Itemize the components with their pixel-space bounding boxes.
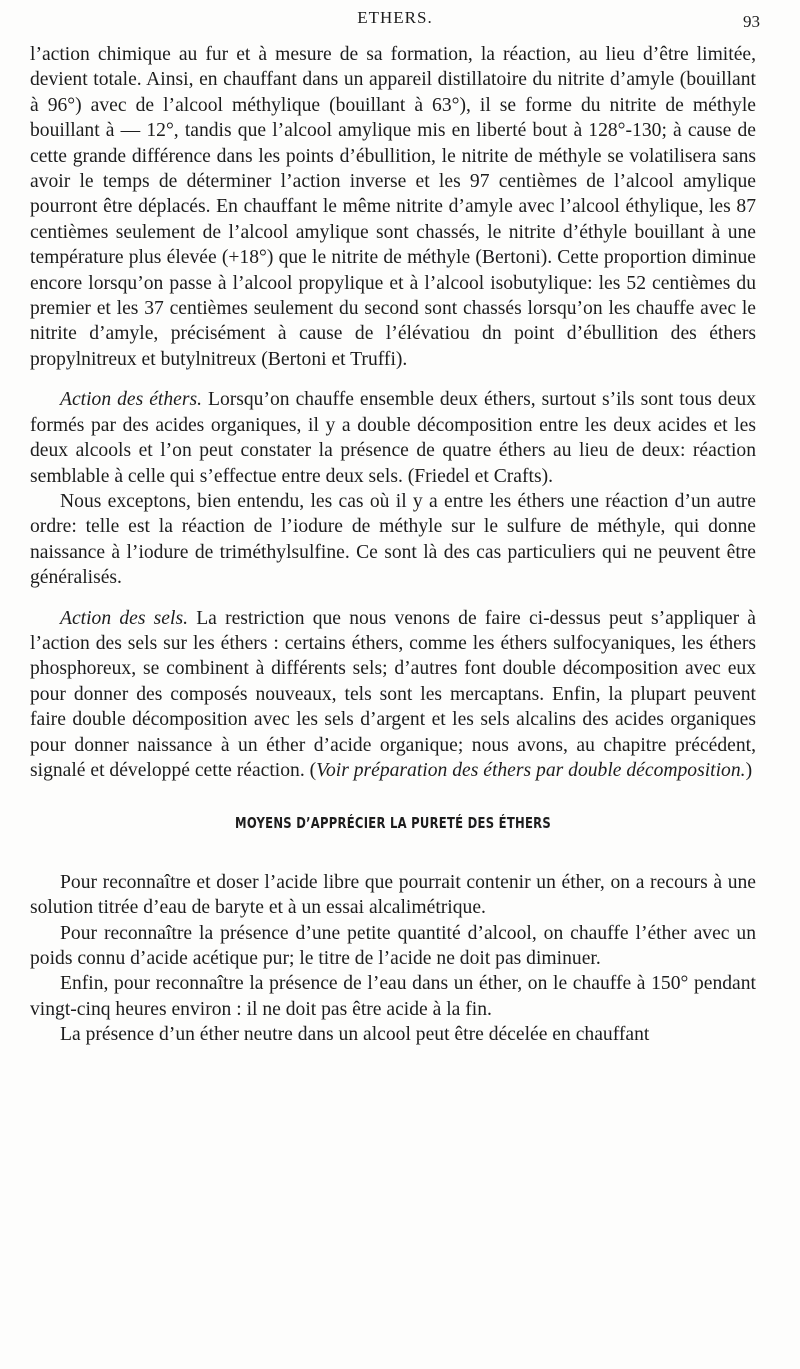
- paragraph-ether-neutre: [30, 1022, 756, 1047]
- paragraph-text: Enfin, pour reconnaître la présence de l’eau dans un éther, on le chauffe à 150° pendant vingt-cinq heures environ : il ne doit pas être acide à la fin.: [30, 973, 756, 1020]
- paragraph-text: Nous exceptons, bien entendu, les cas où il y a entre les éthers une réaction d’un autre ordre: telle est la réaction de l’iodure de méthyle sur le sulfure de méthyle, qui donne naissance à l’iodure de triméthylsulfine. Ce sont là des cas particuliers qui ne peuvent être généralisés.: [30, 490, 756, 589]
- paragraph-text: l’action chimique au fur et à mesure de sa formation, la réaction, au lieu d’être limitée, devient totale. Ainsi, en chauffant dans un appareil distillatoire du nitrite d’amyle (bouillant à 96°) avec de l’alcool méthylique (bouillant à 63°), il se forme du nitrite de méthyle bouillant à — 12°, tandis que l’alcool amylique mis en liberté bout à 128°-130; à cause de cette grande différence dans les points d’ébullition, le nitrite de méthyle se volatilisera sans avoir le temps de déterminer l’action inverse et les 97 centièmes de l’alcool amylique pourront être déplacés. En chauffant le même nitrite d’amyle avec l’alcool éthylique, les 87 centièmes seulement de l’alcool amylique sont chassés, le nitrite d’éthyle bouillant à une température plus élevée (+18°) que le nitrite de méthyle (Bertoni). Cette proportion diminue encore lorsqu’on passe à l’alcool propylique et à l’alcool isobutylique: les 52 centièmes du premier et les 37 centièmes seulement du second sont chassés lorsqu’on les chauffe avec le nitrite d’amyle, précisément à cause de l’élévatiou dn point d’ébullition des éthers propylnitreux et butylnitreux (Bertoni et Truffi).: [30, 44, 756, 370]
- section-heading: MOYENS D’APPRÉCIER LA PURETÉ DES ÉTHERS: [235, 814, 551, 833]
- paragraph-text: La présence d’un éther neutre dans un alcool peut être décelée en chauffant: [60, 1024, 650, 1046]
- paragraph-lead-in: Action des sels.: [60, 607, 188, 629]
- page-number: 93: [743, 12, 760, 31]
- paragraph-nitrite-reaction: [30, 42, 756, 372]
- paragraph-exceptions: [30, 489, 756, 591]
- paragraph-text: Pour reconnaître la présence d’une petite quantité d’alcool, on chauffe l’éther avec un poids connu d’acide acétique pur; le titre de l’acide ne doit pas diminuer.: [30, 922, 756, 969]
- body-text: [30, 42, 756, 1048]
- paragraph-text: Lorsqu’on chauffe ensemble deux éthers, surtout s’ils sont tous deux formés par des acides organiques, il y a double décomposition entre les deux acides et les deux alcools et l’on peut constater la présence de quatre éthers au lieu de deux: réaction semblable à celle qui s’effectue entre deux sels. (Friedel et Crafts).: [30, 389, 756, 487]
- paragraph-eau: [30, 971, 756, 1022]
- paragraph-action-des-ethers: [30, 387, 756, 489]
- paragraph-text: La restriction que nous venons de faire ci-dessus peut s’appliquer à l’action des sels sur les éthers : certains éthers, comme les éthers sulfocyaniques, les éthers phosphoreux, se combinent à différents sels; d’autres font double décomposition avec eux pour donner des composés nouveaux, tels sont les mercaptans. Enfin, la plupart peuvent faire double décomposition avec les sels d’argent et les sels alcalins des acides organiques pour donner naissance à un éther d’acide organique; nous avons, au chapitre précédent, signalé et développé cette réaction. (: [30, 607, 756, 781]
- paragraph-acide-libre: [30, 870, 756, 921]
- paragraph-action-des-sels: [30, 606, 756, 784]
- paragraph-text: Pour reconnaître et doser l’acide libre que pourrait contenir un éther, on a recours à une solution titrée d’eau de baryte et à un essai alcalimétrique.: [30, 871, 756, 919]
- paragraph-text-end: ): [745, 759, 753, 781]
- running-head: [30, 6, 760, 34]
- paragraph-lead-in: Action des éthers.: [60, 389, 202, 411]
- cross-reference: Voir préparation des éthers par double décomposition.: [316, 759, 746, 781]
- running-title: ETHERS.: [357, 8, 433, 27]
- paragraph-alcool: [30, 921, 756, 972]
